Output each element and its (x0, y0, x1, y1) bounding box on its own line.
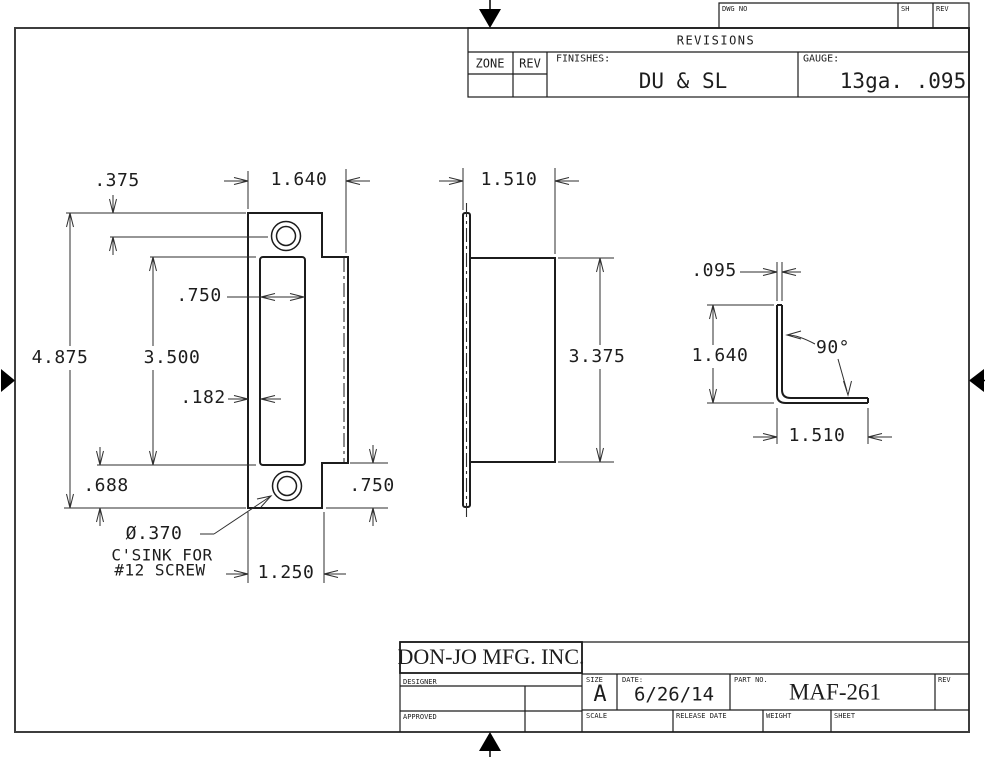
dim-lip-depth: 1.510 (480, 169, 538, 190)
date-label: DATE: (622, 675, 644, 684)
dim-top-hole-offset: .375 (94, 170, 140, 191)
size-label: SIZE (586, 675, 603, 684)
hole-callout-line3: #12 SCREW (114, 560, 206, 580)
dim-width-to-bend: 1.640 (270, 169, 328, 190)
scale-label: SCALE (586, 711, 608, 720)
company-name: DON-JO MFG. INC. (397, 644, 585, 670)
centering-mark-bottom-icon (479, 732, 501, 757)
dim-bend-angle: 90° (815, 337, 851, 358)
hole-callout-diameter: Ø.370 (125, 523, 183, 544)
designer-label: DESIGNER (403, 677, 437, 686)
profile-view-dimensions (691, 260, 892, 446)
sheet-border (15, 28, 969, 732)
front-view-top-hole (272, 222, 301, 251)
finishes-value: DU & SL (638, 69, 728, 93)
dim-face-width: 1.250 (257, 562, 315, 583)
size-value: A (593, 682, 607, 707)
approved-label: APPROVED (403, 712, 437, 721)
dim-leg-height: 1.640 (691, 345, 749, 366)
weight-label: WEIGHT (766, 711, 792, 720)
centering-mark-top-icon (479, 0, 501, 28)
dim-thickness: .095 (691, 260, 737, 281)
front-view (248, 213, 348, 508)
sheet-label: SHEET (834, 711, 856, 720)
hole-callout-line2: C'SINK FOR (111, 545, 213, 565)
dim-cutout-width: .750 (176, 285, 222, 306)
dim-overall-height: 4.875 (31, 347, 89, 368)
finishes-label: FINISHES: (556, 53, 611, 65)
dim-lip-height: 3.375 (568, 346, 626, 367)
dwg-no-strip (719, 3, 969, 28)
rev-column-label: REV (519, 56, 541, 71)
centering-mark-left-icon (1, 369, 15, 392)
dim-cutout-height: 3.500 (143, 347, 201, 368)
rev-title-label: REV (938, 675, 951, 684)
part-no-label: PART NO. (734, 675, 768, 684)
release-date-label: RELEASE DATE (676, 711, 727, 720)
dwg-no-label: DWG NO (722, 4, 748, 13)
rev-strip-label: REV (936, 4, 949, 13)
side-view (463, 203, 555, 517)
front-view-bottom-hole (273, 472, 302, 501)
part-no-value: MAF-261 (788, 679, 882, 705)
hole-leader-arrow-icon (200, 496, 271, 534)
gauge-label: GAUGE: (803, 53, 840, 65)
title-block (397, 642, 969, 732)
revisions-block (468, 28, 969, 97)
dim-cutout-to-bottom: .688 (83, 475, 129, 496)
dim-lip-to-bottom: .750 (349, 475, 395, 496)
revisions-title: REVISIONS (676, 33, 756, 48)
centering-mark-right-icon (969, 369, 985, 392)
gauge-value: 13ga. .095 (839, 69, 967, 93)
dim-leg-width: 1.510 (788, 425, 846, 446)
sh-label: SH (901, 4, 910, 13)
dim-cutout-inset: .182 (180, 387, 226, 408)
zone-label: ZONE (475, 56, 505, 71)
front-view-dimensions (32, 169, 395, 583)
date-value: 6/26/14 (633, 683, 715, 706)
